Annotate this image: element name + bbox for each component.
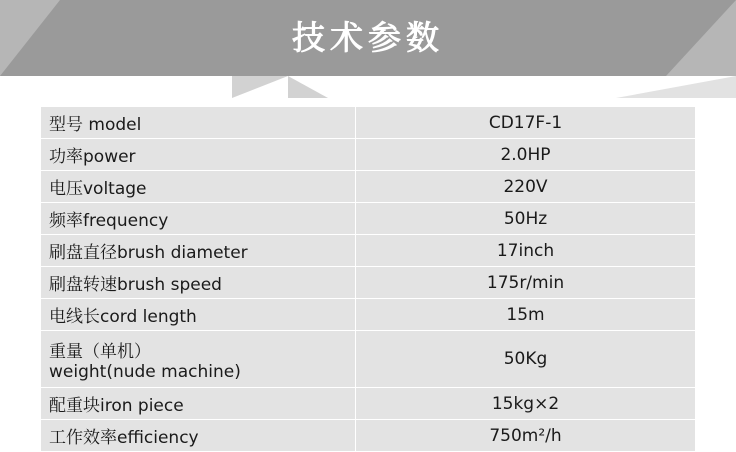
table-row: [41, 299, 696, 331]
table-row: [41, 331, 696, 388]
spec-value: 175r/min: [356, 267, 696, 299]
spec-table: [40, 106, 696, 452]
spec-label: 配重块iron piece: [41, 388, 356, 420]
page-title: 技术参数: [292, 18, 444, 57]
spec-label: 频率frequency: [41, 203, 356, 235]
spec-label: 工作效率efficiency: [41, 420, 356, 452]
spec-label: 电压voltage: [41, 171, 356, 203]
table-row: [41, 107, 696, 139]
decorative-band: [0, 76, 736, 98]
spec-value: 2.0HP: [356, 139, 696, 171]
band-wedge-a: [232, 76, 288, 98]
spec-table-body: [41, 107, 696, 452]
spec-table-container: [40, 106, 696, 452]
spec-value: CD17F-1: [356, 107, 696, 139]
spec-label-line1: 重量（单机）: [49, 341, 151, 362]
table-row: [41, 139, 696, 171]
spec-label: 刷盘直径brush diameter: [41, 235, 356, 267]
table-row: [41, 203, 696, 235]
spec-value: 750m²/h: [356, 420, 696, 452]
spec-label: 型号 model: [41, 107, 356, 139]
table-row: [41, 235, 696, 267]
spec-value: 50Kg: [356, 331, 696, 388]
spec-label: 电线长cord length: [41, 299, 356, 331]
header-banner: [0, 0, 736, 76]
spec-label: [41, 331, 356, 388]
spec-value: 15m: [356, 299, 696, 331]
table-row: [41, 420, 696, 452]
band-wedge-c: [616, 76, 736, 98]
table-row: [41, 267, 696, 299]
table-row: [41, 171, 696, 203]
band-wedge-b: [288, 76, 328, 98]
spec-value: 17inch: [356, 235, 696, 267]
spec-label: 功率power: [41, 139, 356, 171]
spec-label: 刷盘转速brush speed: [41, 267, 356, 299]
table-row: [41, 388, 696, 420]
spec-value: 50Hz: [356, 203, 696, 235]
spec-value: 220V: [356, 171, 696, 203]
spec-value: 15kg×2: [356, 388, 696, 420]
spec-label-line2: weight(nude machine): [49, 361, 241, 382]
